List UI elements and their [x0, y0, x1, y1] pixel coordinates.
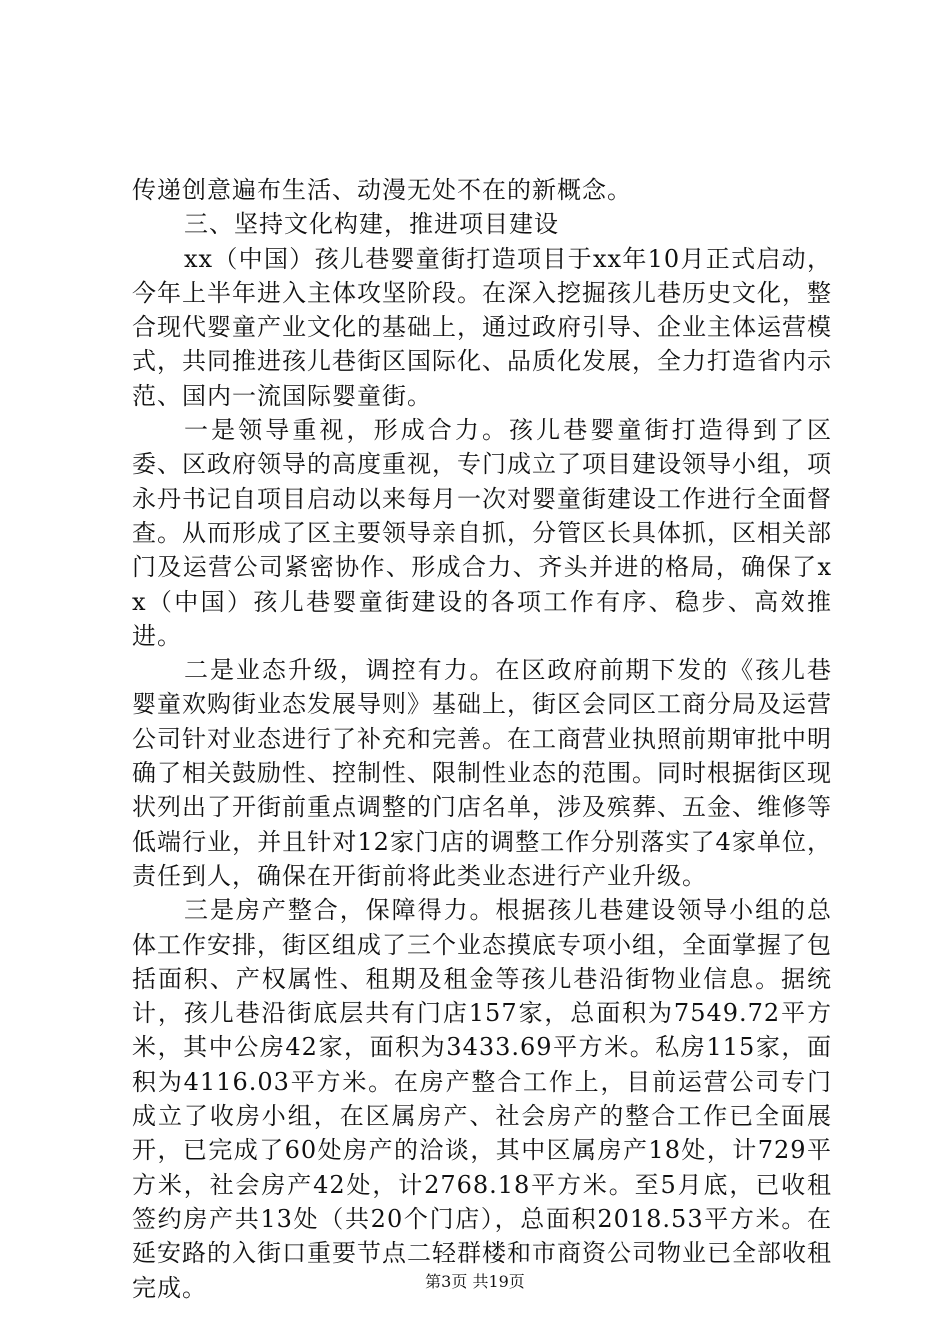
paragraph-project-intro: xx（中国）孩儿巷婴童街打造项目于xx年10月正式启动，今年上半年进入主体攻坚阶段。在深入挖掘孩儿巷历史文化，整合现代婴童产业文化的基础上，通过政府引导、企业主体运营模式，共同推进孩儿巷街区国际化、品质化发展，全力打造省内示范、国内一流国际婴童街。 — [132, 244, 832, 410]
paragraph-business-upgrade: 二是业态升级，调控有力。在区政府前期下发的《孩儿巷婴童欢购街业态发展导则》基础上，街区会同区工商分局及运营公司针对业态进行了补充和完善。在工商营业执照前期审批中明确了相关鼓励性、控制性、限制性业态的范围。同时根据街区现状列出了开街前重点调整的门店名单，涉及殡葬、五金、维修等低端行业，并且针对12家门店的调整工作分别落实了4家单位，责任到人，确保在开街前将此类业态进行产业升级。 — [132, 656, 832, 890]
page-footer: 第3页 共19页 — [425, 1272, 525, 1291]
paragraph-leadership: 一是领导重视，形成合力。孩儿巷婴童街打造得到了区委、区政府领导的高度重视，专门成立了项目建设领导小组，项永丹书记自项目启动以来每月一次对婴童街建设工作进行全面督查。从而形成了区主要领导亲自抓，分管区长具体抓，区相关部门及运营公司紧密协作、形成合力、齐头并进的格局，确保了xx（中国）孩儿巷婴童街建设的各项工作有序、稳步、高效推进。 — [132, 416, 832, 650]
section-heading: 三、坚持文化构建，推进项目建设 — [184, 210, 559, 239]
document-body — [132, 173, 832, 1305]
paragraph-continuation: 传递创意遍布生活、动漫无处不在的新概念。 — [132, 176, 632, 204]
paragraph-property-integration: 三是房产整合，保障得力。根据孩儿巷建设领导小组的总体工作安排，街区组成了三个业态摸底专项小组，全面掌握了包括面积、产权属性、租期及租金等孩儿巷沿街物业信息。据统计，孩儿巷沿街底层共有门店157家，总面积为7549.72平方米，其中公房42家，面积为3433.69平方米。私房115家，面积为4116.03平方米。在房产整合工作上，目前运营公司专门成立了收房小组，在区属房产、社会房产的整合工作已全面展开，已完成了60处房产的洽谈，其中区属房产18处，计729平方米，社会房产42处，计2768.18平方米。至5月底，已收租签约房产共13处（共20个门店），总面积2018.53平方米。在延安路的入街口重要节点二轻群楼和市商资公司物业已全部收租完成。 — [132, 896, 832, 1302]
